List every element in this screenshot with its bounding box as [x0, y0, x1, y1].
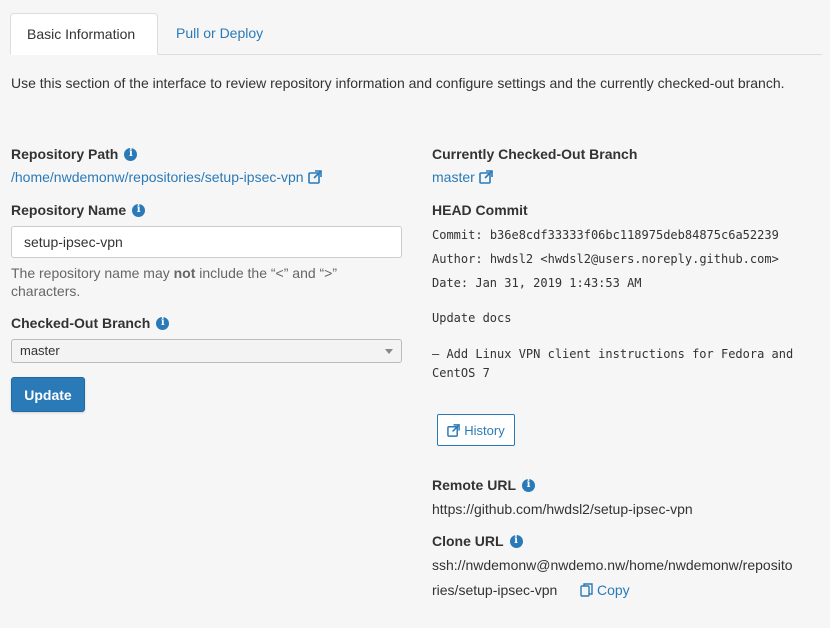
repository-name-input[interactable] — [11, 226, 402, 258]
current-branch-link[interactable]: master — [432, 169, 493, 185]
external-link-icon — [479, 170, 493, 184]
checked-out-branch-label: Checked-Out Branch i — [11, 315, 169, 331]
remote-url-value: https://github.com/hwdsl2/setup-ipsec-vpn — [432, 501, 693, 517]
commit-message-title: Update docs — [432, 311, 512, 325]
tab-basic-information[interactable]: Basic Information — [10, 13, 158, 55]
commit-message-body-line1: – Add Linux VPN client instructions for Fedora and — [432, 347, 794, 361]
chevron-down-icon — [385, 349, 393, 354]
branch-select[interactable]: master — [11, 339, 402, 363]
info-icon[interactable]: i — [132, 204, 145, 217]
update-button[interactable]: Update — [11, 377, 85, 412]
clone-url-line2: ries/setup-ipsec-vpn — [432, 582, 558, 598]
info-icon[interactable]: i — [156, 317, 169, 330]
commit-message-body-line2: CentOS 7 — [432, 366, 490, 380]
repository-name-help: The repository name may not include the “<” and “>” characters. — [11, 265, 338, 299]
tab-bar — [10, 13, 822, 55]
commit-row: Commit: b36e8cdf33333f06bc118975deb84875c6a52239 — [432, 228, 779, 242]
clone-url-line1: ssh://nwdemonw@nwdemo.nw/home/nwdemonw/reposito — [432, 557, 793, 573]
copy-icon — [580, 583, 593, 597]
intro-text: Use this section of the interface to review repository information and configure settings and the currently checked-out branch. — [11, 75, 785, 91]
repository-name-label: Repository Name i — [11, 202, 145, 218]
info-icon[interactable]: i — [522, 479, 535, 492]
info-icon[interactable]: i — [124, 148, 137, 161]
current-branch-label: Currently Checked-Out Branch — [432, 146, 638, 162]
repository-path-label: Repository Path i — [11, 146, 137, 162]
tab-pull-or-deploy[interactable]: Pull or Deploy — [176, 25, 264, 41]
copy-button[interactable]: Copy — [580, 582, 630, 598]
info-icon[interactable]: i — [510, 535, 523, 548]
head-commit-label: HEAD Commit — [432, 202, 528, 218]
date-row: Date: Jan 31, 2019 1:43:53 AM — [432, 276, 642, 290]
external-link-icon — [447, 424, 460, 437]
repository-path-link[interactable]: /home/nwdemonw/repositories/setup-ipsec-vpn — [11, 169, 322, 185]
author-row: Author: hwdsl2 <hwdsl2@users.noreply.github.com> — [432, 252, 779, 266]
clone-url-label: Clone URL i — [432, 533, 523, 549]
remote-url-label: Remote URL i — [432, 477, 535, 493]
history-button[interactable]: History — [437, 414, 515, 446]
external-link-icon — [308, 170, 322, 184]
